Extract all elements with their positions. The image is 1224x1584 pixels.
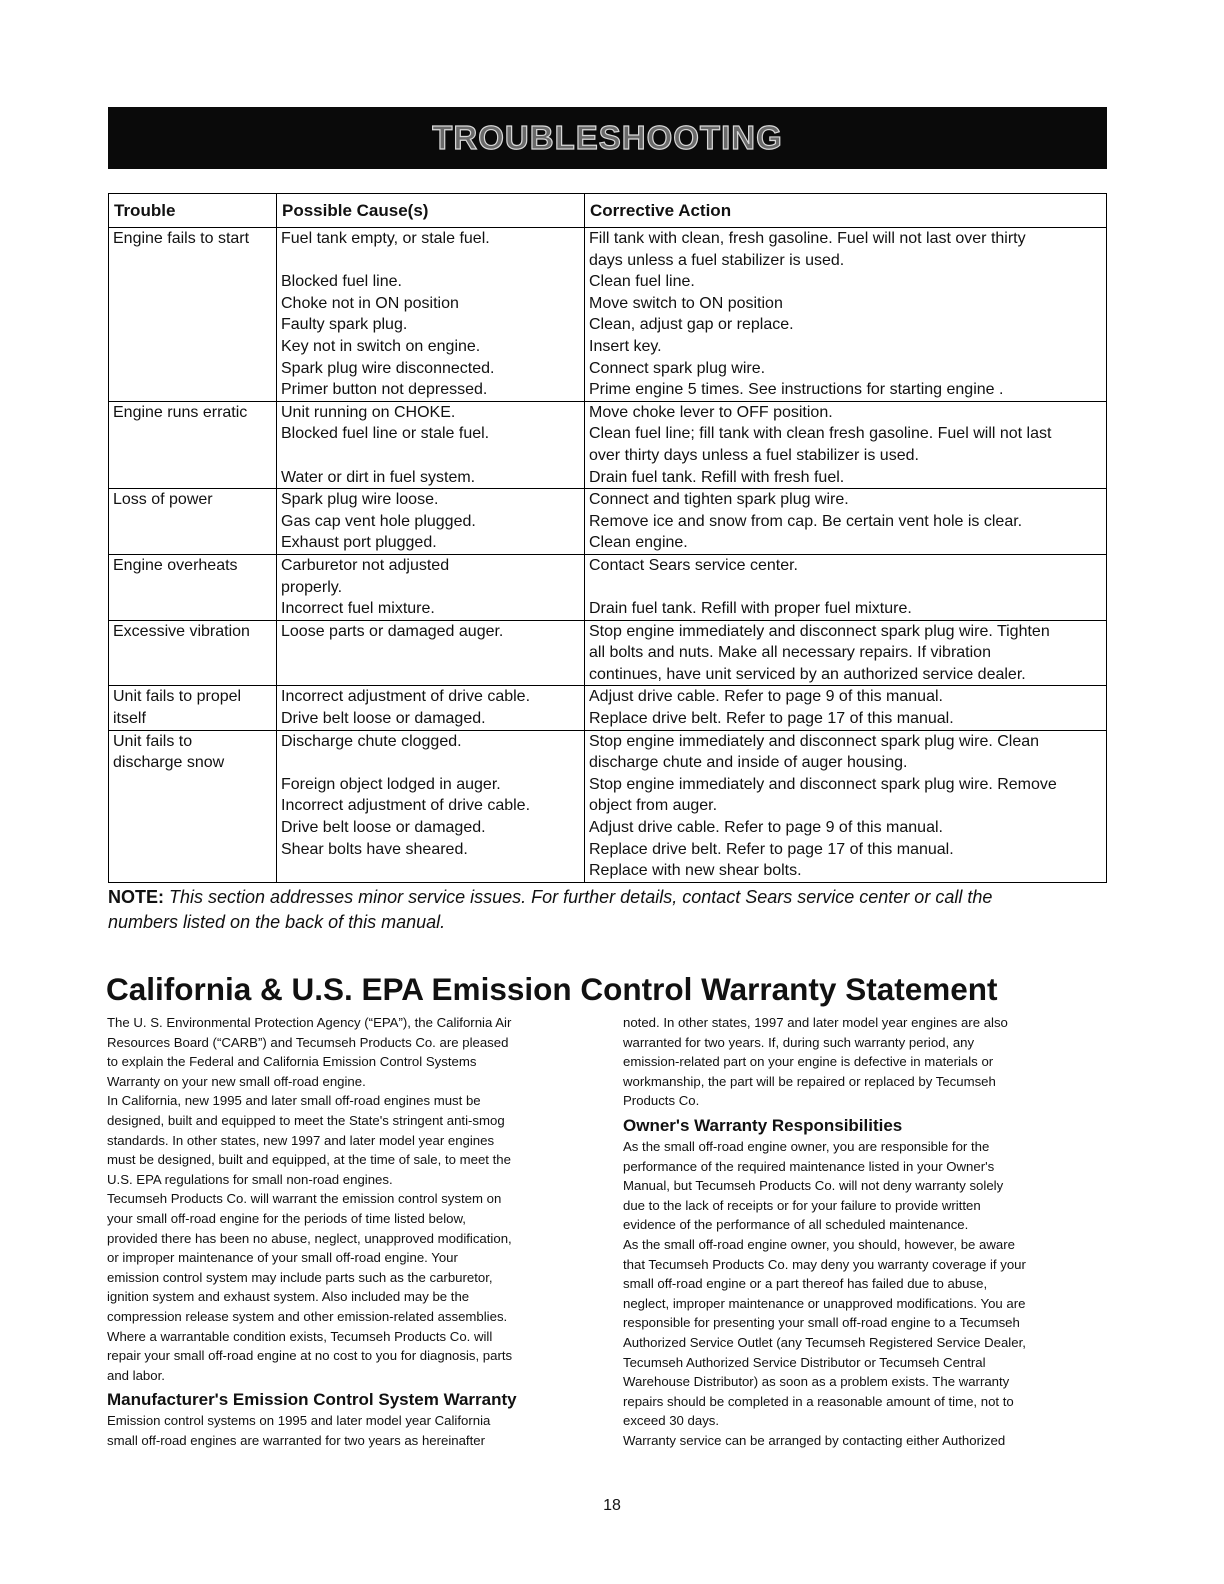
action-line: Replace with new shear bolts. [589,862,802,880]
text-line: or improper maintenance of your small off-road engine. Your [107,1250,458,1266]
action-cell [585,554,1107,620]
cause-line [281,752,580,774]
text-line: U.S. EPA regulations for small non-road engines. [107,1171,393,1187]
cause-line: Drive belt loose or damaged. [281,819,486,837]
manufacturer-warranty-text [107,1411,597,1450]
cause-line: Blocked fuel line or stale fuel. [281,425,490,443]
cause-line [281,250,580,272]
text-line: your small off-road engine for the periods of time listed below, [107,1210,466,1226]
action-line: Adjust drive cable. Refer to page 9 of this manual. [589,819,943,837]
cause-cell [277,489,585,555]
cause-line: Foreign object lodged in auger. [281,775,501,793]
cause-line: Drive belt loose or damaged. [281,710,486,728]
cause-cell [277,401,585,488]
cause-line: Unit running on CHOKE. [281,403,456,421]
cause-line: Carburetor not adjusted [281,556,450,574]
cause-line: Choke not in ON position [281,294,459,312]
text-line: Products Co. [623,1093,700,1109]
action-line: object from auger. [589,797,718,815]
action-line: Replace drive belt. Refer to page 17 of this manual. [589,840,954,858]
action-line: Move choke lever to OFF position. [589,403,833,421]
text-line: neglect, improper maintenance or unapproved modifications. You are [623,1295,1026,1311]
troubleshooting-banner [108,107,1107,169]
owner-responsibilities-heading: Owner's Warranty Responsibilities [623,1115,903,1135]
text-line: The U. S. Environmental Protection Agency (“EPA”), the California Air [107,1015,512,1030]
text-line: Where a warrantable condition exists, Tecumseh Products Co. will [107,1328,493,1344]
action-line: Drain fuel tank. Refill with fresh fuel. [589,468,845,486]
trouble-cell [109,686,277,730]
action-line: Fill tank with clean, fresh gasoline. Fuel will not last over thirty [589,230,1026,247]
trouble-cell [109,489,277,555]
text-line: due to the lack of receipts or for your failure to provide written [623,1197,981,1213]
action-line: continues, have unit serviced by an authorized service dealer. [589,665,1026,683]
text-line: Tecumseh Authorized Service Distributor or Tecumseh Central [623,1354,986,1370]
action-line: Clean engine. [589,534,688,552]
text-line: compression release system and other emission-related assemblies. [107,1308,508,1324]
action-line: Adjust drive cable. Refer to page 9 of this manual. [589,688,943,706]
action-line: Prime engine 5 times. See instructions for starting engine . [589,381,1004,399]
trouble-line: Loss of power [113,491,213,509]
trouble-cell [109,401,277,488]
paragraph [623,1235,1113,1431]
trouble-line: Engine runs erratic [113,403,248,421]
text-line: workmanship, the part will be repaired or replaced by Tecumseh [623,1073,996,1089]
cause-line: Faulty spark plug. [281,316,408,334]
paragraph [107,1091,597,1189]
trouble-line: Unit fails to propel [113,688,242,706]
text-line: Warranty service can be arranged by contacting either Authorized [623,1432,1006,1448]
cause-line: Shear bolts have sheared. [281,840,468,858]
cause-line: Key not in switch on engine. [281,337,481,355]
trouble-line: Excessive vibration [113,622,250,640]
trouble-cell [109,620,277,686]
text-line: Authorized Service Outlet (any Tecumseh Registered Service Dealer, [623,1334,1026,1350]
header-corrective-action: Corrective Action [585,194,1107,228]
text-line: Warranty on your new small off-road engine. [107,1073,366,1089]
text-line: As the small off-road engine owner, you should, however, be aware [623,1236,1015,1252]
warranty-right-column [623,1013,1113,1450]
text-line: that Tecumseh Products Co. may deny you warranty coverage if your [623,1256,1026,1272]
trouble-line: discharge snow [113,754,225,772]
cause-line: Primer button not depressed. [281,381,488,399]
cause-line: Discharge chute clogged. [281,732,462,750]
table-row [109,554,1107,620]
trouble-line: Engine fails to start [113,230,250,247]
action-line: Drain fuel tank. Refill with proper fuel mixture. [589,600,912,618]
text-line: responsible for presenting your small off-road engine to a Tecumseh [623,1315,1020,1331]
cause-line: Spark plug wire loose. [281,491,439,509]
text-line: small off-road engine or a part thereof has failed due to abuse, [623,1276,988,1292]
cause-line: Incorrect fuel mixture. [281,600,435,618]
action-line: all bolts and nuts. Make all necessary repairs. If vibration [589,644,991,662]
table-row [109,730,1107,882]
action-line: Stop engine immediately and disconnect spark plug wire. Tighten [589,622,1050,640]
text-line: noted. In other states, 1997 and later model year engines are also [623,1015,1008,1030]
action-cell [585,620,1107,686]
cause-line: Incorrect adjustment of drive cable. [281,688,531,706]
action-line: Connect spark plug wire. [589,359,766,377]
header-trouble: Trouble [109,194,277,228]
action-line: discharge chute and inside of auger housing. [589,754,908,772]
note-text-line2: numbers listed on the back of this manual. [108,912,446,932]
text-line: small off-road engines are warranted for two years as hereinafter [107,1432,485,1448]
cause-line: Loose parts or damaged auger. [281,622,504,640]
action-cell [585,489,1107,555]
text-line: to explain the Federal and California Emission Control Systems [107,1054,477,1070]
action-line: Connect and tighten spark plug wire. [589,491,849,509]
text-line: In California, new 1995 and later small off-road engines must be [107,1093,481,1109]
text-line: performance of the required maintenance listed in your Owner's [623,1158,995,1174]
note-label: NOTE: [108,887,164,907]
cause-line: properly. [281,578,343,596]
action-line: Contact Sears service center. [589,556,798,574]
text-line: Resources Board (“CARB”) and Tecumseh Products Co. are pleased [107,1034,509,1050]
note [108,885,1108,935]
paragraph [623,1431,1113,1451]
paragraph [623,1137,1113,1235]
banner-title: TROUBLESHOOTING [432,119,783,156]
text-line: must be designed, built and equipped, at the time of sale, to meet the [107,1152,511,1168]
trouble-cell [109,228,277,402]
cause-line: Exhaust port plugged. [281,534,437,552]
left-paragraphs [107,1013,597,1385]
warranty-heading: California & U.S. EPA Emission Control Warranty Statement [106,971,998,1007]
action-line: Replace drive belt. Refer to page 17 of this manual. [589,710,954,728]
action-cell [585,228,1107,402]
cause-line: Water or dirt in fuel system. [281,468,476,486]
cause-cell [277,554,585,620]
note-text-line1: This section addresses minor service issues. For further details, contact Sears service center or call the [169,887,993,907]
text-line: repair your small off-road engine at no cost to you for diagnosis, parts [107,1348,513,1364]
trouble-cell [109,554,277,620]
action-line: Clean fuel line; fill tank with clean fresh gasoline. Fuel will not last [589,425,1052,443]
paragraph [107,1013,597,1091]
text-line: standards. In other states, new 1997 and later model year engines [107,1132,495,1148]
cause-cell [277,228,585,402]
paragraph [107,1327,597,1386]
action-line: Remove ice and snow from cap. Be certain vent hole is clear. [589,512,1023,530]
text-line: exceed 30 days. [623,1413,720,1429]
table-row [109,489,1107,555]
text-line: repairs should be completed in a reasonable amount of time, not to [623,1393,1014,1409]
warranty-left-column [107,1013,597,1450]
text-line: warranted for two years. If, during such warranty period, any [623,1034,975,1050]
action-line: Clean, adjust gap or replace. [589,316,794,334]
action-line: Insert key. [589,337,662,355]
cause-line: Blocked fuel line. [281,273,402,291]
text-line: Manual, but Tecumseh Products Co. will not deny warranty solely [623,1178,1004,1194]
text-line: emission control system may include parts such as the carburetor, [107,1269,493,1285]
cause-cell [277,686,585,730]
table-row [109,228,1107,402]
trouble-cell [109,730,277,882]
text-line: emission-related part on your engine is defective in materials or [623,1054,994,1070]
right-paragraphs [623,1137,1113,1451]
cause-line: Fuel tank empty, or stale fuel. [281,230,490,247]
action-line: Move switch to ON position [589,294,783,312]
trouble-line: itself [113,710,146,728]
action-line [589,577,1102,599]
header-possible-causes: Possible Cause(s) [277,194,585,228]
cause-line [281,445,580,467]
text-line: ignition system and exhaust system. Also included may be the [107,1289,470,1305]
trouble-line: Unit fails to [113,732,193,750]
action-cell [585,730,1107,882]
page-number: 18 [603,1497,621,1514]
troubleshooting-table [108,193,1107,883]
manufacturer-warranty-heading: Manufacturer's Emission Control System Warranty [107,1390,517,1410]
table-row [109,620,1107,686]
text-line: designed, built and equipped to meet the State's stringent anti-smog [107,1112,505,1128]
action-cell [585,401,1107,488]
right-intro-text [623,1013,1113,1111]
text-line: Emission control systems on 1995 and later model year California [107,1413,491,1429]
cause-line: Spark plug wire disconnected. [281,359,495,377]
action-line: days unless a fuel stabilizer is used. [589,251,845,269]
action-line: over thirty days unless a fuel stabilizer is used. [589,446,919,464]
action-line: Clean fuel line. [589,273,695,291]
text-line: Tecumseh Products Co. will warrant the emission control system on [107,1191,502,1207]
table-body [109,228,1107,883]
cause-cell [277,620,585,686]
action-line: Stop engine immediately and disconnect spark plug wire. Clean [589,732,1040,750]
action-line: Stop engine immediately and disconnect spark plug wire. Remove [589,775,1057,793]
cause-line: Incorrect adjustment of drive cable. [281,797,531,815]
paragraph [107,1189,597,1326]
table-header-row [109,194,1107,228]
cause-line: Gas cap vent hole plugged. [281,512,476,530]
trouble-line: Engine overheats [113,556,238,574]
text-line: evidence of the performance of all scheduled maintenance. [623,1217,969,1233]
cause-cell [277,730,585,882]
table-row [109,401,1107,488]
text-line: Warehouse Distributor) as soon as a problem exists. The warranty [623,1374,1010,1390]
text-line: As the small off-road engine owner, you are responsible for the [623,1138,990,1154]
text-line: and labor. [107,1367,165,1383]
table-row [109,686,1107,730]
action-cell [585,686,1107,730]
text-line: provided there has been no abuse, neglect, unapproved modification, [107,1230,512,1246]
